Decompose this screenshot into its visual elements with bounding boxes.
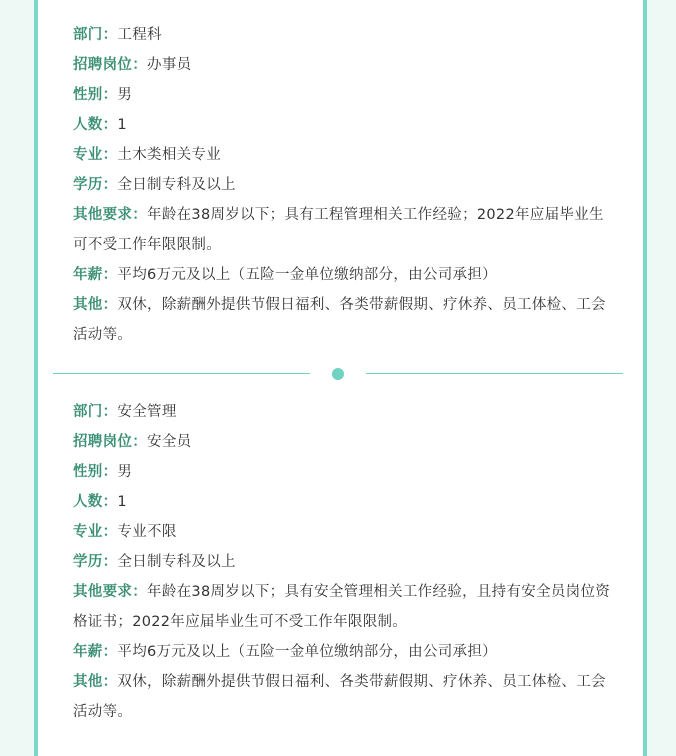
field-count <box>73 487 613 517</box>
field-separator: ： <box>132 57 148 73</box>
field-value: 男 <box>117 87 133 103</box>
field-value: 土木类相关专业 <box>117 147 222 163</box>
position-2 <box>73 397 613 727</box>
field-separator: ： <box>102 177 118 193</box>
field-label: 其他 <box>73 297 103 313</box>
field-value: 全日制专科及以上 <box>117 177 236 193</box>
field-separator: ： <box>102 87 118 103</box>
divider-line-left <box>53 373 310 374</box>
field-label: 性别 <box>73 464 103 480</box>
field-label: 部门 <box>73 404 103 420</box>
field-separator: ： <box>102 297 118 313</box>
field-label: 专业 <box>73 524 103 540</box>
field-value: 男 <box>117 464 133 480</box>
field-label: 其他要求 <box>73 584 133 600</box>
field-other-requirements <box>73 200 613 260</box>
field-value: 年龄在38周岁以下；具有安全管理相关工作经验，且持有安全员岗位资格证书；2022年应届毕业生可不受工作年限限制。 <box>73 584 611 630</box>
field-value: 专业不限 <box>117 524 177 540</box>
field-label: 学历 <box>73 177 103 193</box>
field-separator: ： <box>102 644 118 660</box>
field-value: 1 <box>117 117 127 133</box>
field-education <box>73 547 613 577</box>
field-separator: ： <box>132 434 148 450</box>
field-other <box>73 290 613 350</box>
divider-line-right <box>366 373 623 374</box>
field-label: 专业 <box>73 147 103 163</box>
field-separator: ： <box>102 554 118 570</box>
field-value: 全日制专科及以上 <box>117 554 236 570</box>
field-separator: ： <box>102 524 118 540</box>
field-label: 招聘岗位 <box>73 57 133 73</box>
field-separator: ： <box>102 404 118 420</box>
field-other <box>73 667 613 727</box>
field-department <box>73 20 613 50</box>
field-value: 1 <box>117 494 127 510</box>
field-salary <box>73 637 613 667</box>
field-value: 平均6万元及以上（五险一金单位缴纳部分，由公司承担） <box>117 267 497 283</box>
field-label: 人数 <box>73 117 103 133</box>
field-separator: ： <box>102 464 118 480</box>
field-separator: ： <box>102 147 118 163</box>
field-label: 其他 <box>73 674 103 690</box>
field-label: 学历 <box>73 554 103 570</box>
field-label: 性别 <box>73 87 103 103</box>
field-separator: ： <box>132 584 148 600</box>
field-separator: ： <box>102 117 118 133</box>
divider-dot <box>332 368 344 380</box>
field-label: 年薪 <box>73 644 103 660</box>
field-post <box>73 427 613 457</box>
field-value: 双休，除薪酬外提供节假日福利、各类带薪假期、疗休养、员工体检、工会活动等。 <box>73 674 606 720</box>
field-post <box>73 50 613 80</box>
position-1 <box>73 20 613 350</box>
field-department <box>73 397 613 427</box>
field-salary <box>73 260 613 290</box>
field-separator: ： <box>102 27 118 43</box>
field-separator: ： <box>102 494 118 510</box>
field-separator: ： <box>102 267 118 283</box>
field-label: 其他要求 <box>73 207 133 223</box>
field-label: 招聘岗位 <box>73 434 133 450</box>
field-count <box>73 110 613 140</box>
section-divider <box>53 368 623 380</box>
field-separator: ： <box>132 207 148 223</box>
field-gender <box>73 457 613 487</box>
field-value: 年龄在38周岁以下；具有工程管理相关工作经验；2022年应届毕业生可不受工作年限限制。 <box>73 207 604 253</box>
field-other-requirements <box>73 577 613 637</box>
field-label: 人数 <box>73 494 103 510</box>
field-major <box>73 140 613 170</box>
field-value: 安全员 <box>147 434 192 450</box>
field-education <box>73 170 613 200</box>
field-value: 平均6万元及以上（五险一金单位缴纳部分，由公司承担） <box>117 644 497 660</box>
field-value: 办事员 <box>147 57 192 73</box>
field-value: 双休，除薪酬外提供节假日福利、各类带薪假期、疗休养、员工体检、工会活动等。 <box>73 297 606 343</box>
field-separator: ： <box>102 674 118 690</box>
field-label: 年薪 <box>73 267 103 283</box>
field-gender <box>73 80 613 110</box>
field-value: 工程科 <box>117 27 162 43</box>
field-value: 安全管理 <box>117 404 177 420</box>
field-major <box>73 517 613 547</box>
field-label: 部门 <box>73 27 103 43</box>
